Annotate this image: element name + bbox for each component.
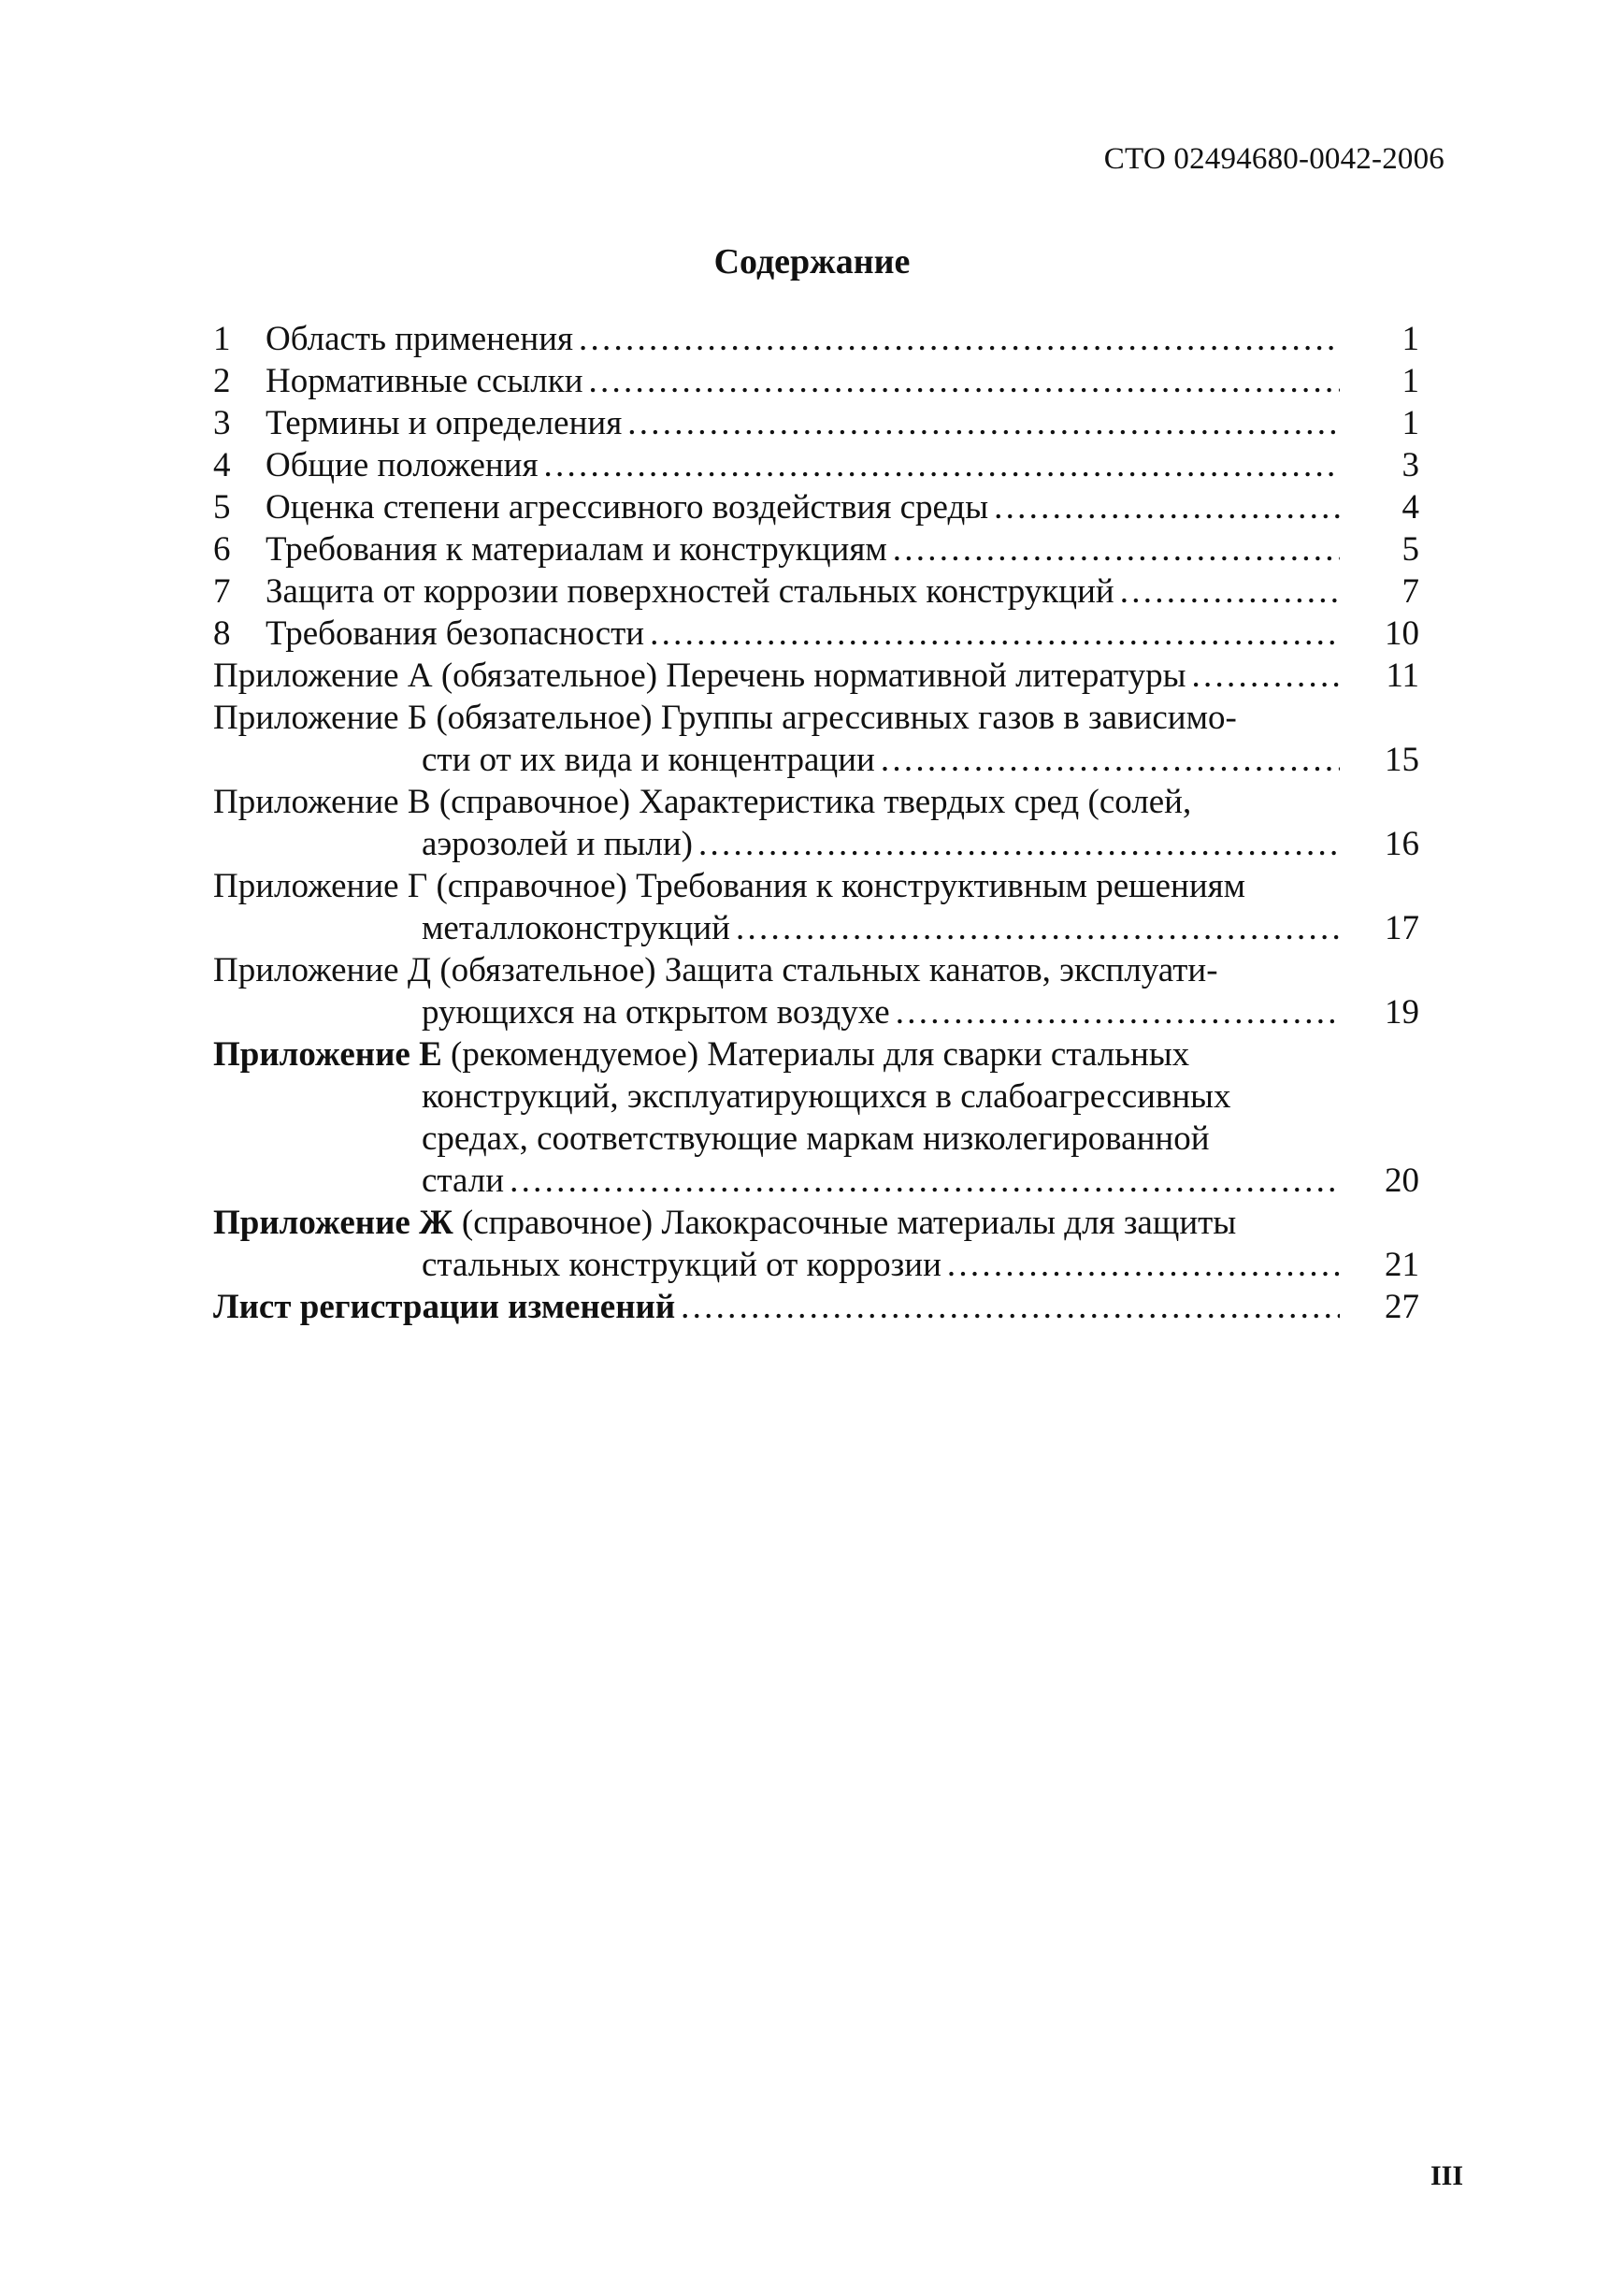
dot-leader (579, 318, 1340, 360)
toc-entry-text: средах, соответствующие маркам низколегированной (422, 1119, 1210, 1158)
toc-entry-page: 7 (1401, 572, 1419, 611)
toc-entry-page: 27 (1385, 1288, 1419, 1326)
toc-entry-line (213, 360, 1419, 402)
toc-entry[interactable] (213, 528, 1419, 570)
toc-entry-line (213, 444, 1419, 486)
toc-entry-line (213, 739, 1419, 781)
toc-entry-line (213, 1076, 1419, 1118)
toc-entry-line (213, 1118, 1419, 1160)
toc-entry[interactable] (213, 613, 1419, 655)
dot-leader (681, 1286, 1340, 1328)
toc-entry[interactable] (213, 1286, 1419, 1328)
dot-leader (627, 402, 1340, 444)
toc-entry-line (213, 528, 1419, 570)
toc-entry-number: 3 (213, 404, 231, 442)
toc-entry[interactable] (213, 1033, 1419, 1202)
toc-entry-line (213, 486, 1419, 528)
dot-leader (698, 823, 1340, 865)
toc-entry-text: стали (422, 1162, 505, 1200)
dot-leader (893, 528, 1340, 570)
toc-entry[interactable] (213, 444, 1419, 486)
toc-entry[interactable] (213, 402, 1419, 444)
toc-entry-line (213, 1160, 1419, 1202)
dot-leader (736, 907, 1340, 949)
toc-entry-page: 11 (1386, 657, 1419, 695)
toc-entry-text: Требования безопасности (266, 614, 645, 653)
toc-entry-page: 19 (1385, 993, 1419, 1032)
toc-entry-text: (обязательное) Группы агрессивных газов в зависимо- (436, 699, 1237, 737)
page-number-roman: III (1430, 2160, 1464, 2191)
toc-entry-page: 3 (1401, 446, 1419, 484)
toc-entry-label: Приложение Ж (213, 1204, 453, 1242)
toc-entry-number: 6 (213, 530, 231, 569)
toc-entry[interactable] (213, 360, 1419, 402)
toc-title: Содержание (713, 242, 911, 282)
toc-entry[interactable] (213, 1202, 1419, 1286)
toc-entry-text: Защита от коррозии поверхностей стальных конструкций (266, 572, 1114, 611)
toc-entry-line (213, 655, 1419, 697)
dot-leader (1120, 570, 1340, 613)
toc-entry-number: 4 (213, 446, 231, 484)
toc-entry-label: Приложение Е (213, 1035, 442, 1074)
toc-entry-text: Область применения (266, 320, 574, 358)
toc-entry-text: (справочное) Характеристика твердых сред (солей, (438, 783, 1192, 821)
toc-entry-page: 16 (1385, 825, 1419, 863)
toc-entry-line (213, 949, 1419, 991)
toc-entry-text: Оценка степени агрессивного воздействия среды (266, 488, 989, 527)
toc-entry-line (213, 991, 1419, 1033)
dot-leader (543, 444, 1340, 486)
toc-entry-text: аэрозолей и пыли) (422, 825, 693, 863)
toc-entry-number: 8 (213, 614, 231, 653)
toc-entry-text: металлоконструкций (422, 909, 730, 947)
toc-entry-text: Нормативные ссылки (266, 362, 583, 400)
dot-leader (1191, 655, 1340, 697)
toc-entry-page: 15 (1385, 741, 1419, 779)
toc-entry-page: 17 (1385, 909, 1419, 947)
toc-entry[interactable] (213, 486, 1419, 528)
toc-entry-text: (справочное) Лакокрасочные материалы для защиты (461, 1204, 1237, 1242)
toc-entry-line (213, 1033, 1419, 1076)
toc-entry-page: 1 (1401, 362, 1419, 400)
toc-entry[interactable] (213, 697, 1419, 781)
toc-entry-number: 1 (213, 320, 231, 358)
toc-entry-label: Приложение Б (213, 699, 428, 737)
dot-leader (650, 613, 1340, 655)
toc-entry[interactable] (213, 570, 1419, 613)
toc-entry-page: 1 (1401, 404, 1419, 442)
dot-leader (510, 1160, 1340, 1202)
table-of-contents (213, 318, 1419, 1328)
toc-entry-line (213, 613, 1419, 655)
toc-entry-line (213, 1286, 1419, 1328)
toc-entry-number: 5 (213, 488, 231, 527)
toc-entry-line (213, 697, 1419, 739)
toc-entry-page: 10 (1385, 614, 1419, 653)
toc-entry[interactable] (213, 865, 1419, 949)
toc-entry-text: Общие положения (266, 446, 539, 484)
toc-entry-line (213, 781, 1419, 823)
toc-entry-label: Приложение А (213, 657, 433, 695)
dot-leader (896, 991, 1340, 1033)
toc-entry-line (213, 865, 1419, 907)
dot-leader (589, 360, 1340, 402)
toc-entry-label: Лист регистрации изменений (213, 1288, 676, 1326)
toc-entry-line (213, 402, 1419, 444)
toc-entry-line (213, 823, 1419, 865)
toc-entry-text: рующихся на открытом воздухе (422, 993, 890, 1032)
toc-entry-label: Приложение В (213, 783, 431, 821)
toc-entry-line (213, 907, 1419, 949)
toc-entry-line (213, 1244, 1419, 1286)
dot-leader (881, 739, 1340, 781)
toc-entry-text: (рекомендуемое) Материалы для сварки стальных (451, 1035, 1190, 1074)
toc-entry-line (213, 570, 1419, 613)
document-code: СТО 02494680-0042-2006 (1103, 142, 1444, 176)
toc-entry-number: 2 (213, 362, 231, 400)
toc-entry[interactable] (213, 781, 1419, 865)
toc-entry-label: Приложение Д (213, 951, 432, 989)
toc-entry[interactable] (213, 655, 1419, 697)
toc-entry[interactable] (213, 949, 1419, 1033)
toc-entry-page: 4 (1401, 488, 1419, 527)
toc-entry-page: 20 (1385, 1162, 1419, 1200)
toc-entry-text: (справочное) Требования к конструктивным решениям (436, 867, 1246, 905)
toc-entry-text: конструкций, эксплуатирующихся в слабоагрессивных (422, 1077, 1231, 1116)
toc-entry-page: 21 (1385, 1246, 1419, 1284)
toc-entry-text: Термины и определения (266, 404, 623, 442)
toc-entry-page: 1 (1401, 320, 1419, 358)
dot-leader (947, 1244, 1340, 1286)
toc-entry-line (213, 318, 1419, 360)
toc-entry-text: (обязательное) Защита стальных канатов, эксплуати- (439, 951, 1218, 989)
dot-leader (994, 486, 1340, 528)
toc-entry[interactable] (213, 318, 1419, 360)
toc-entry-text: сти от их вида и концентрации (422, 741, 875, 779)
toc-entry-text: стальных конструкций от коррозии (422, 1246, 941, 1284)
toc-entry-text: (обязательное) Перечень нормативной литературы (440, 657, 1186, 695)
toc-entry-line (213, 1202, 1419, 1244)
toc-entry-number: 7 (213, 572, 231, 611)
toc-entry-page: 5 (1401, 530, 1419, 569)
toc-entry-text: Требования к материалам и конструкциям (266, 530, 887, 569)
toc-entry-label: Приложение Г (213, 867, 428, 905)
